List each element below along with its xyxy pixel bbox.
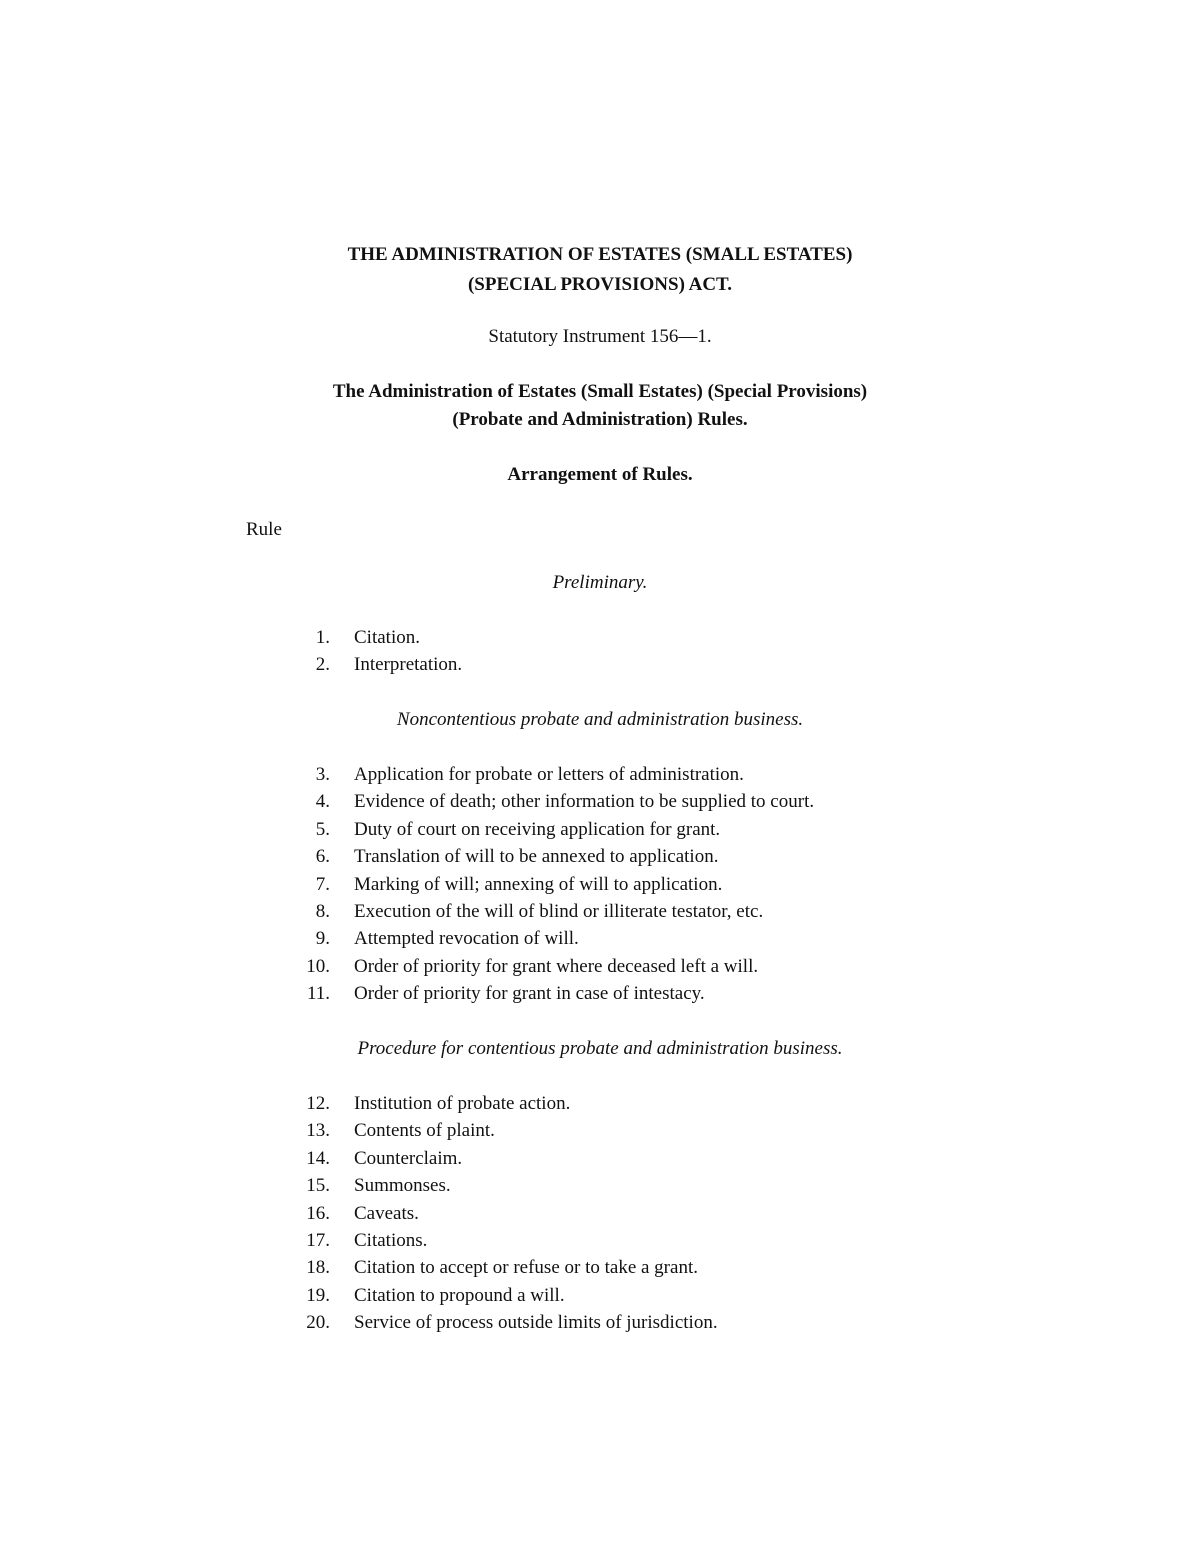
rule-number: 12. [306,1093,330,1114]
section-heading-noncontentious: Noncontentious probate and administration business. [396,709,804,730]
rules-title-line-2: (Probate and Administration) Rules. [452,409,748,430]
rule-item [0,1117,1200,1144]
rule-title: Contents of plaint. [354,1120,495,1142]
rule-number: 1. [315,627,330,648]
rule-number: 2. [315,654,330,676]
rule-title: Citation to accept or refuse or to take a grant. [354,1257,698,1279]
rule-number: 5. [315,818,330,840]
rule-title: Caveats. [354,1202,419,1224]
rule-item [0,761,1200,788]
rule-item [0,925,1200,952]
rule-title: Evidence of death; other information to be supplied to court. [354,791,815,813]
rule-number: 16. [306,1202,330,1224]
rule-title: Counterclaim. [354,1147,463,1169]
rule-title: Marking of will; annexing of will to application. [354,873,723,895]
rule-item [0,816,1200,843]
rule-title: Duty of court on receiving application for grant. [354,818,721,840]
rule-column-label: Rule [246,519,282,540]
rule-item [0,1254,1200,1281]
rule-number: 8. [315,900,330,922]
rules-title-line-1: The Administration of Estates (Small Estates) (Special Provisions) [332,381,868,402]
rule-number: 15. [306,1175,330,1197]
rule-number: 18. [306,1257,330,1279]
act-title-line-2: (SPECIAL PROVISIONS) ACT. [467,274,733,295]
rule-number: 13. [306,1120,330,1142]
rule-item [0,843,1200,870]
rule-title: Application for probate or letters of administration. [354,764,744,785]
rule-item [0,953,1200,980]
rule-list-noncontentious [0,761,1200,1008]
rule-title: Order of priority for grant in case of intestacy. [354,983,705,1005]
rule-item [0,898,1200,925]
rule-number: 4. [315,791,330,813]
act-title [0,240,1200,300]
rule-number: 6. [315,846,330,868]
rule-title: Interpretation. [354,654,463,676]
rule-title: Citation. [354,627,420,648]
rule-number: 11. [306,983,330,1005]
rule-item [0,1227,1200,1254]
rule-title: Summonses. [354,1175,451,1197]
arrangement-heading: Arrangement of Rules. [507,464,693,485]
rule-list-contentious [0,1090,1200,1337]
section-heading-preliminary: Preliminary. [552,572,648,593]
rule-item [0,1282,1200,1309]
rule-item [0,871,1200,898]
rule-item [0,980,1200,1007]
rule-number: 17. [306,1229,330,1251]
rule-title: Translation of will to be annexed to application. [354,846,719,868]
rule-title: Citations. [354,1229,428,1251]
rule-title: Citation to propound a will. [354,1284,565,1306]
rule-number: 10. [306,955,330,977]
rule-item [0,1200,1200,1227]
rule-title: Service of process outside limits of jurisdiction. [354,1312,718,1334]
rule-number: 20. [306,1312,330,1334]
rule-item [0,1090,1200,1117]
rule-number: 14. [306,1147,330,1169]
rule-number: 19. [306,1284,330,1306]
rule-number: 7. [315,873,330,895]
section-heading-contentious: Procedure for contentious probate and administration business. [357,1038,843,1059]
rule-list-preliminary [0,624,1200,679]
rule-title: Execution of the will of blind or illiterate testator, etc. [354,900,764,922]
rule-item [0,1172,1200,1199]
rule-item [0,651,1200,678]
rule-number: 9. [315,928,330,950]
rule-item [0,788,1200,815]
rule-item [0,1145,1200,1172]
rule-number: 3. [315,764,330,785]
rule-title: Order of priority for grant where deceased left a will. [354,955,759,977]
act-title-line-1: THE ADMINISTRATION OF ESTATES (SMALL ESTATES) [347,244,853,265]
rule-item [0,1309,1200,1336]
statutory-instrument-number: Statutory Instrument 156—1. [488,326,712,347]
rule-item [0,624,1200,651]
rules-title [0,378,1200,434]
rule-title: Institution of probate action. [354,1093,571,1114]
rule-title: Attempted revocation of will. [354,928,579,950]
